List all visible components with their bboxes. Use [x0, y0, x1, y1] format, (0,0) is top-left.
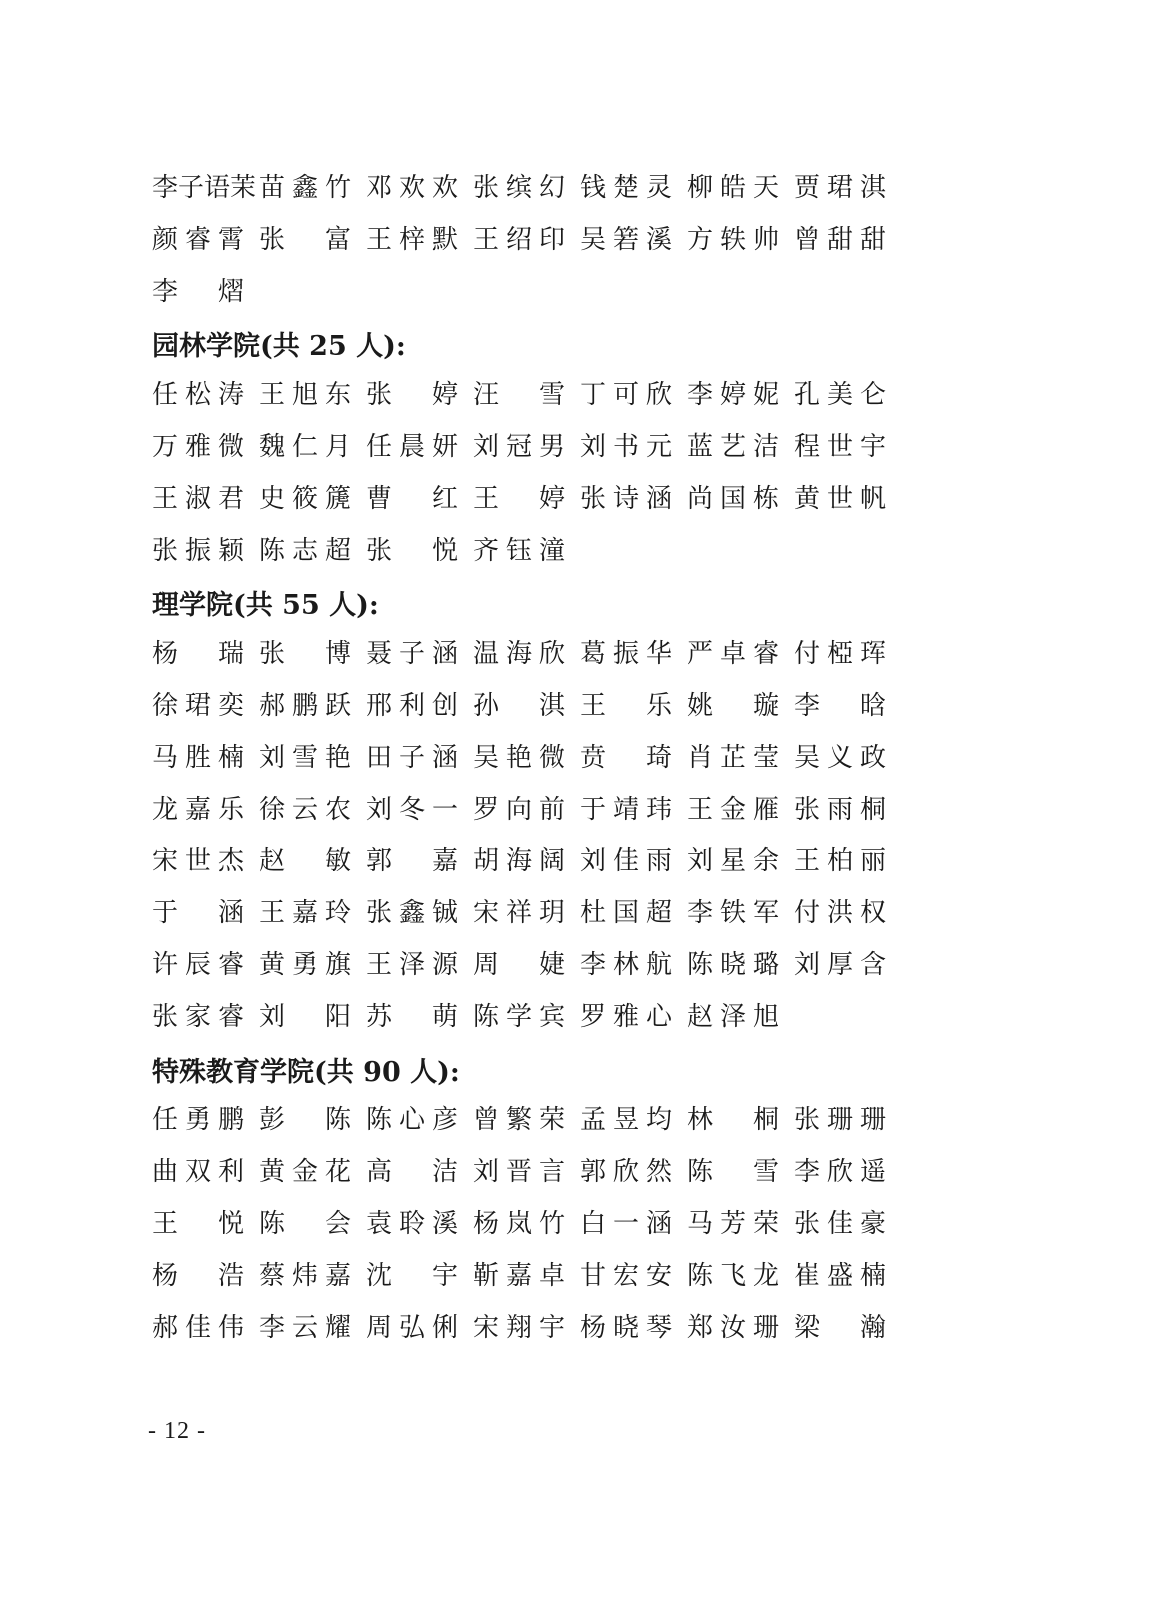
person-name: 李 熠 [152, 277, 244, 307]
person-name: 宋 祥 玥 [473, 898, 565, 928]
name-row [152, 887, 901, 939]
person-name: 聂 子 涵 [366, 639, 458, 669]
person-name: 陈 飞 龙 [687, 1261, 779, 1291]
person-name: 陈 学 宾 [473, 1002, 565, 1032]
name-row [152, 266, 259, 318]
name-row [152, 162, 901, 214]
person-name: 蔡 炜 嘉 [259, 1261, 351, 1291]
person-name: 彭 陈 [259, 1105, 351, 1135]
person-name: 王 柏 丽 [794, 846, 886, 876]
person-name: 吴 义 政 [794, 743, 886, 773]
person-name: 付 椏 珲 [794, 639, 886, 669]
name-row [152, 835, 901, 887]
name-row [152, 421, 901, 473]
person-name: 张 诗 涵 [580, 484, 672, 514]
person-name: 罗 向 前 [473, 795, 565, 825]
person-name: 周 弘 俐 [366, 1313, 458, 1343]
person-name: 王 悦 [152, 1209, 244, 1239]
person-name: 杨 浩 [152, 1261, 244, 1291]
person-name: 刘 晋 言 [473, 1157, 565, 1187]
person-name: 史 筱 篪 [259, 484, 351, 514]
section-heading: 特殊教育学院(共 90 人): [152, 1056, 460, 1088]
person-name: 马 芳 荣 [687, 1209, 779, 1239]
name-row [152, 1198, 901, 1250]
person-name: 刘 雪 艳 [259, 743, 351, 773]
person-name: 任 勇 鹏 [152, 1105, 244, 1135]
person-name: 李 子 语 茉 [152, 173, 257, 203]
person-name: 于 涵 [152, 898, 244, 928]
person-name: 徐 云 农 [259, 795, 351, 825]
person-name: 黄 勇 旗 [259, 950, 351, 980]
person-name: 王 金 雁 [687, 795, 779, 825]
person-name: 万 雅 微 [152, 432, 244, 462]
person-name: 张 缤 幻 [473, 173, 565, 203]
person-name: 曲 双 利 [152, 1157, 244, 1187]
name-row [152, 680, 901, 732]
person-name: 张 婷 [366, 380, 458, 410]
person-name: 郭 欣 然 [580, 1157, 672, 1187]
person-name: 张 悦 [366, 536, 458, 566]
person-name: 袁 聆 溪 [366, 1209, 458, 1239]
page-number: - 12 - [148, 1418, 206, 1444]
person-name: 李 云 耀 [259, 1313, 351, 1343]
person-name: 孔 美 仑 [794, 380, 886, 410]
person-name: 田 子 涵 [366, 743, 458, 773]
person-name: 方 轶 帅 [687, 225, 779, 255]
person-name: 陈 雪 [687, 1157, 779, 1187]
person-name: 陈 会 [259, 1209, 351, 1239]
person-name: 周 婕 [473, 950, 565, 980]
person-name: 白 一 涵 [580, 1209, 672, 1239]
section-heading: 园林学院(共 25 人): [152, 330, 406, 362]
person-name: 曾 繁 荣 [473, 1105, 565, 1135]
person-name: 程 世 宇 [794, 432, 886, 462]
person-name: 龙 嘉 乐 [152, 795, 244, 825]
person-name: 刘 冠 男 [473, 432, 565, 462]
person-name: 贲 琦 [580, 743, 672, 773]
person-name: 葛 振 华 [580, 639, 672, 669]
person-name: 王 泽 源 [366, 950, 458, 980]
person-name: 郝 鹏 跃 [259, 691, 351, 721]
person-name: 沈 宇 [366, 1261, 458, 1291]
person-name: 王 绍 印 [473, 225, 565, 255]
name-row [152, 939, 901, 991]
person-name: 杨 瑞 [152, 639, 244, 669]
person-name: 李 晗 [794, 691, 886, 721]
name-row [152, 369, 901, 421]
person-name: 甘 宏 安 [580, 1261, 672, 1291]
person-name: 郑 汝 珊 [687, 1313, 779, 1343]
person-name: 黄 金 花 [259, 1157, 351, 1187]
person-name: 郭 嘉 [366, 846, 458, 876]
person-name: 王 乐 [580, 691, 672, 721]
person-name: 许 辰 睿 [152, 950, 244, 980]
person-name: 苗 鑫 竹 [259, 173, 351, 203]
person-name: 罗 雅 心 [580, 1002, 672, 1032]
person-name: 崔 盛 楠 [794, 1261, 886, 1291]
person-name: 刘 厚 含 [794, 950, 886, 980]
person-name: 胡 海 阔 [473, 846, 565, 876]
name-row [152, 473, 901, 525]
person-name: 严 卓 睿 [687, 639, 779, 669]
person-name: 张 振 颖 [152, 536, 244, 566]
person-name: 颜 睿 霄 [152, 225, 244, 255]
name-row [152, 1250, 901, 1302]
person-name: 赵 泽 旭 [687, 1002, 779, 1032]
person-name: 吴 箬 溪 [580, 225, 672, 255]
section-heading: 理学院(共 55 人): [152, 589, 379, 621]
person-name: 王 旭 东 [259, 380, 351, 410]
person-name: 张 博 [259, 639, 351, 669]
person-name: 蓝 艺 洁 [687, 432, 779, 462]
person-name: 李 林 航 [580, 950, 672, 980]
person-name: 贾 珺 淇 [794, 173, 886, 203]
person-name: 王 淑 君 [152, 484, 244, 514]
person-name: 温 海 欣 [473, 639, 565, 669]
name-row [152, 991, 794, 1043]
name-row [152, 1302, 901, 1354]
person-name: 陈 心 彦 [366, 1105, 458, 1135]
person-name: 姚 璇 [687, 691, 779, 721]
person-name: 曾 甜 甜 [794, 225, 886, 255]
person-name: 刘 阳 [259, 1002, 351, 1032]
person-name: 黄 世 帆 [794, 484, 886, 514]
person-name: 马 胜 楠 [152, 743, 244, 773]
person-name: 宋 世 杰 [152, 846, 244, 876]
person-name: 靳 嘉 卓 [473, 1261, 565, 1291]
person-name: 张 珊 珊 [794, 1105, 886, 1135]
person-name: 钱 楚 灵 [580, 173, 672, 203]
person-name: 梁 瀚 [794, 1313, 886, 1343]
person-name: 刘 佳 雨 [580, 846, 672, 876]
person-name: 张 鑫 铖 [366, 898, 458, 928]
person-name: 杨 岚 竹 [473, 1209, 565, 1239]
person-name: 徐 珺 奕 [152, 691, 244, 721]
person-name: 任 晨 妍 [366, 432, 458, 462]
person-name: 李 婷 妮 [687, 380, 779, 410]
person-name: 张 佳 豪 [794, 1209, 886, 1239]
person-name: 肖 芷 莹 [687, 743, 779, 773]
name-row [152, 214, 901, 266]
person-name: 尚 国 栋 [687, 484, 779, 514]
person-name: 杜 国 超 [580, 898, 672, 928]
person-name: 杨 晓 琴 [580, 1313, 672, 1343]
person-name: 刘 书 元 [580, 432, 672, 462]
person-name: 刘 星 余 [687, 846, 779, 876]
name-row [152, 1146, 901, 1198]
person-name: 邢 利 创 [366, 691, 458, 721]
person-name: 张 富 [259, 225, 351, 255]
name-row [152, 1094, 901, 1146]
name-row [152, 732, 901, 784]
person-name: 任 松 涛 [152, 380, 244, 410]
person-name: 邓 欢 欢 [366, 173, 458, 203]
person-name: 丁 可 欣 [580, 380, 672, 410]
person-name: 苏 萌 [366, 1002, 458, 1032]
person-name: 张 雨 桐 [794, 795, 886, 825]
person-name: 孟 昱 均 [580, 1105, 672, 1135]
name-row [152, 525, 580, 577]
person-name: 付 洪 权 [794, 898, 886, 928]
person-name: 陈 志 超 [259, 536, 351, 566]
person-name: 魏 仁 月 [259, 432, 351, 462]
name-row [152, 784, 901, 836]
person-name: 赵 敏 [259, 846, 351, 876]
person-name: 李 欣 遥 [794, 1157, 886, 1187]
person-name: 王 梓 默 [366, 225, 458, 255]
person-name: 王 婷 [473, 484, 565, 514]
person-name: 高 洁 [366, 1157, 458, 1187]
person-name: 刘 冬 一 [366, 795, 458, 825]
person-name: 孙 淇 [473, 691, 565, 721]
person-name: 郝 佳 伟 [152, 1313, 244, 1343]
person-name: 柳 皓 天 [687, 173, 779, 203]
person-name: 王 嘉 玲 [259, 898, 351, 928]
person-name: 曹 红 [366, 484, 458, 514]
person-name: 林 桐 [687, 1105, 779, 1135]
person-name: 齐 钰 潼 [473, 536, 565, 566]
person-name: 陈 晓 璐 [687, 950, 779, 980]
person-name: 李 铁 军 [687, 898, 779, 928]
person-name: 汪 雪 [473, 380, 565, 410]
name-row [152, 628, 901, 680]
person-name: 吴 艳 微 [473, 743, 565, 773]
person-name: 张 家 睿 [152, 1002, 244, 1032]
person-name: 宋 翔 宇 [473, 1313, 565, 1343]
person-name: 于 靖 玮 [580, 795, 672, 825]
